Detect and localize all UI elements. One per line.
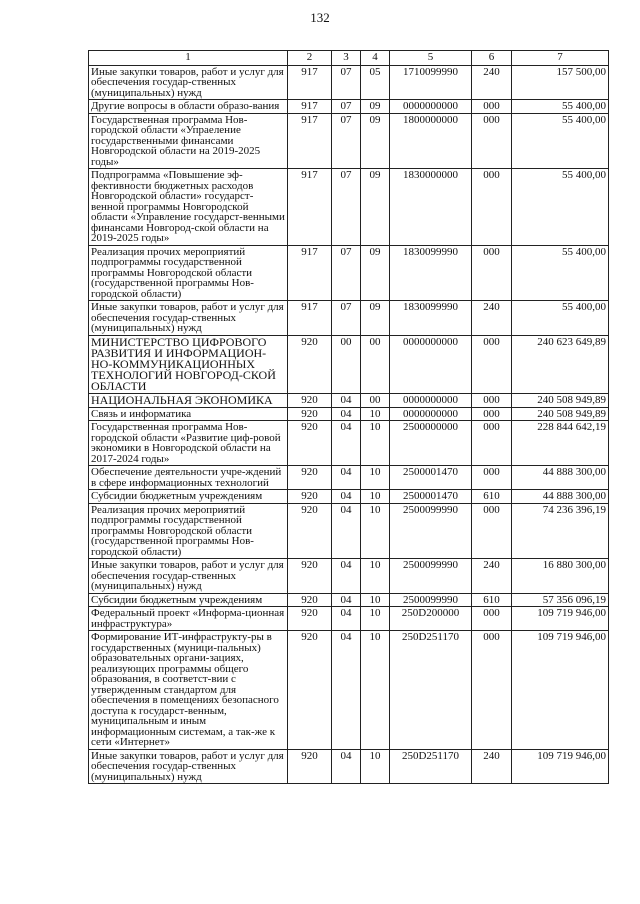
grbs-code-cell: 920: [288, 559, 332, 594]
table-row: [89, 245, 609, 301]
section-code-cell: 07: [332, 301, 361, 336]
grbs-code-cell: 920: [288, 393, 332, 407]
target-article-cell: 2500001470: [390, 466, 472, 490]
row-name-cell: Другие вопросы в области образо-вания: [89, 100, 288, 114]
expense-type-cell: 000: [472, 393, 512, 407]
section-code-cell: 04: [332, 593, 361, 607]
amount-cell: 157 500,00: [512, 65, 609, 100]
amount-cell: 240 623 649,89: [512, 335, 609, 393]
section-code-cell: 07: [332, 65, 361, 100]
grbs-code-cell: 920: [288, 593, 332, 607]
expense-type-cell: 000: [472, 407, 512, 421]
table-body: [89, 65, 609, 784]
target-article-cell: 0000000000: [390, 100, 472, 114]
subsection-code-cell: 09: [361, 100, 390, 114]
expense-type-cell: 000: [472, 607, 512, 631]
target-article-cell: 0000000000: [390, 335, 472, 393]
table-row: [89, 113, 609, 169]
grbs-code-cell: 920: [288, 490, 332, 504]
column-header: 1: [89, 51, 288, 66]
column-header: 5: [390, 51, 472, 66]
target-article-cell: 2500099990: [390, 503, 472, 559]
expense-type-cell: 240: [472, 65, 512, 100]
grbs-code-cell: 920: [288, 407, 332, 421]
section-code-cell: 04: [332, 407, 361, 421]
amount-cell: 57 356 096,19: [512, 593, 609, 607]
row-name-cell: НАЦИОНАЛЬНАЯ ЭКОНОМИКА: [89, 393, 288, 407]
table-row: [89, 301, 609, 336]
subsection-code-cell: 05: [361, 65, 390, 100]
target-article-cell: 1710099990: [390, 65, 472, 100]
grbs-code-cell: 917: [288, 65, 332, 100]
section-code-cell: 04: [332, 466, 361, 490]
section-code-cell: 07: [332, 113, 361, 169]
subsection-code-cell: 09: [361, 169, 390, 246]
expense-type-cell: 000: [472, 245, 512, 301]
grbs-code-cell: 917: [288, 245, 332, 301]
table-row: [89, 65, 609, 100]
expense-type-cell: 610: [472, 593, 512, 607]
amount-cell: 240 508 949,89: [512, 393, 609, 407]
table-row: [89, 169, 609, 246]
table-row: [89, 407, 609, 421]
table-row: [89, 593, 609, 607]
table-row: [89, 466, 609, 490]
subsection-code-cell: 10: [361, 559, 390, 594]
expense-type-cell: 000: [472, 631, 512, 750]
amount-cell: 109 719 946,00: [512, 749, 609, 784]
grbs-code-cell: 920: [288, 607, 332, 631]
grbs-code-cell: 920: [288, 631, 332, 750]
subsection-code-cell: 10: [361, 466, 390, 490]
column-header: 3: [332, 51, 361, 66]
column-header: 2: [288, 51, 332, 66]
subsection-code-cell: 10: [361, 421, 390, 466]
expense-type-cell: 240: [472, 559, 512, 594]
table-row: [89, 335, 609, 393]
row-name-cell: Формирование ИТ-инфраструкту-ры в государственных (муници-пальных) образовательных органи-зациях, реализующих программы общего образования, в соответст-вии с утвержденным стандартом для обеспечения в помещениях безопасного доступа к государст-венным, муниципальным и иным информационным системам, а так-же к сети «Интернет»: [89, 631, 288, 750]
column-header: 4: [361, 51, 390, 66]
target-article-cell: 0000000000: [390, 407, 472, 421]
subsection-code-cell: 09: [361, 245, 390, 301]
subsection-code-cell: 10: [361, 607, 390, 631]
target-article-cell: 1800000000: [390, 113, 472, 169]
budget-table: [88, 50, 609, 784]
amount-cell: 109 719 946,00: [512, 631, 609, 750]
expense-type-cell: 000: [472, 169, 512, 246]
row-name-cell: Иные закупки товаров, работ и услуг для обеспечения государ-ственных (муниципальных) нужд: [89, 749, 288, 784]
grbs-code-cell: 917: [288, 100, 332, 114]
subsection-code-cell: 10: [361, 749, 390, 784]
amount-cell: 44 888 300,00: [512, 466, 609, 490]
row-name-cell: Реализация прочих мероприятий подпрограммы государственной программы Новгородской области (государственной программы Нов-городской области): [89, 503, 288, 559]
row-name-cell: Иные закупки товаров, работ и услуг для обеспечения государ-ственных (муниципальных) нужд: [89, 559, 288, 594]
subsection-code-cell: 10: [361, 503, 390, 559]
grbs-code-cell: 917: [288, 113, 332, 169]
row-name-cell: Связь и информатика: [89, 407, 288, 421]
amount-cell: 16 880 300,00: [512, 559, 609, 594]
grbs-code-cell: 920: [288, 335, 332, 393]
row-name-cell: Федеральный проект «Информа-ционная инфраструктура»: [89, 607, 288, 631]
subsection-code-cell: 09: [361, 301, 390, 336]
amount-cell: 55 400,00: [512, 169, 609, 246]
subsection-code-cell: 10: [361, 407, 390, 421]
section-code-cell: 04: [332, 421, 361, 466]
row-name-cell: Государственная программа Нов-городской области «Упраеление государственными финансами Новгородской области на 2019-2025 годы»: [89, 113, 288, 169]
section-code-cell: 07: [332, 100, 361, 114]
section-code-cell: 04: [332, 631, 361, 750]
table-row: [89, 100, 609, 114]
amount-cell: 240 508 949,89: [512, 407, 609, 421]
table-row: [89, 607, 609, 631]
expense-type-cell: 000: [472, 113, 512, 169]
row-name-cell: Иные закупки товаров, работ и услуг для обеспечения государ-ственных (муниципальных) нужд: [89, 301, 288, 336]
section-code-cell: 04: [332, 607, 361, 631]
section-code-cell: 04: [332, 490, 361, 504]
target-article-cell: 2500001470: [390, 490, 472, 504]
grbs-code-cell: 920: [288, 421, 332, 466]
expense-type-cell: 240: [472, 749, 512, 784]
grbs-code-cell: 917: [288, 169, 332, 246]
section-code-cell: 04: [332, 559, 361, 594]
table-row: [89, 749, 609, 784]
section-code-cell: 07: [332, 169, 361, 246]
subsection-code-cell: 10: [361, 593, 390, 607]
target-article-cell: 2500000000: [390, 421, 472, 466]
table-row: [89, 559, 609, 594]
row-name-cell: Обеспечение деятельности учре-ждений в сфере информационных технологий: [89, 466, 288, 490]
section-code-cell: 04: [332, 749, 361, 784]
expense-type-cell: 000: [472, 100, 512, 114]
grbs-code-cell: 920: [288, 466, 332, 490]
amount-cell: 55 400,00: [512, 113, 609, 169]
section-code-cell: 04: [332, 393, 361, 407]
target-article-cell: 1830099990: [390, 245, 472, 301]
section-code-cell: 07: [332, 245, 361, 301]
target-article-cell: 250D251170: [390, 749, 472, 784]
section-code-cell: 04: [332, 503, 361, 559]
expense-type-cell: 000: [472, 503, 512, 559]
expense-type-cell: 000: [472, 466, 512, 490]
page-number: 132: [310, 10, 330, 25]
row-name-cell: Реализация прочих мероприятий подпрограммы государственной программы Новгородской области (государственной программы Нов-городской области): [89, 245, 288, 301]
grbs-code-cell: 917: [288, 301, 332, 336]
row-name-cell: Субсидии бюджетным учреждениям: [89, 593, 288, 607]
column-header: 7: [512, 51, 609, 66]
target-article-cell: 2500099990: [390, 593, 472, 607]
amount-cell: 109 719 946,00: [512, 607, 609, 631]
amount-cell: 228 844 642,19: [512, 421, 609, 466]
target-article-cell: 2500099990: [390, 559, 472, 594]
grbs-code-cell: 920: [288, 749, 332, 784]
section-code-cell: 00: [332, 335, 361, 393]
subsection-code-cell: 10: [361, 490, 390, 504]
table-row: [89, 490, 609, 504]
row-name-cell: Подпрограмма «Повышение эф-фективности бюджетных расходов Новгородской области» государст-венной программы Новгородской области «Управление государст-венными финансами Новгород-ской области на 2019-2025 годы»: [89, 169, 288, 246]
subsection-code-cell: 00: [361, 335, 390, 393]
row-name-cell: Государственная программа Нов-городской области «Развитие циф-ровой экономики в Новгородской области на 2017-2024 годы»: [89, 421, 288, 466]
table-row: [89, 503, 609, 559]
amount-cell: 55 400,00: [512, 100, 609, 114]
table-header-row: [89, 51, 609, 66]
amount-cell: 44 888 300,00: [512, 490, 609, 504]
target-article-cell: 250D251170: [390, 631, 472, 750]
expense-type-cell: 000: [472, 335, 512, 393]
amount-cell: 55 400,00: [512, 245, 609, 301]
expense-type-cell: 000: [472, 421, 512, 466]
subsection-code-cell: 10: [361, 631, 390, 750]
target-article-cell: 0000000000: [390, 393, 472, 407]
table-row: [89, 631, 609, 750]
target-article-cell: 1830099990: [390, 301, 472, 336]
target-article-cell: 250D200000: [390, 607, 472, 631]
amount-cell: 55 400,00: [512, 301, 609, 336]
grbs-code-cell: 920: [288, 503, 332, 559]
row-name-cell: МИНИСТЕРСТВО ЦИФРОВОГО РАЗВИТИЯ И ИНФОРМАЦИОН-НО-КОММУНИКАЦИОННЫХ ТЕХНОЛОГИЙ НОВГОРОД-СКОЙ ОБЛАСТИ: [89, 335, 288, 393]
row-name-cell: Субсидии бюджетным учреждениям: [89, 490, 288, 504]
expense-type-cell: 610: [472, 490, 512, 504]
table-row: [89, 421, 609, 466]
row-name-cell: Иные закупки товаров, работ и услуг для обеспечения государ-ственных (муниципальных) нужд: [89, 65, 288, 100]
amount-cell: 74 236 396,19: [512, 503, 609, 559]
subsection-code-cell: 09: [361, 113, 390, 169]
table-row: [89, 393, 609, 407]
subsection-code-cell: 00: [361, 393, 390, 407]
expense-type-cell: 240: [472, 301, 512, 336]
column-header: 6: [472, 51, 512, 66]
target-article-cell: 1830000000: [390, 169, 472, 246]
